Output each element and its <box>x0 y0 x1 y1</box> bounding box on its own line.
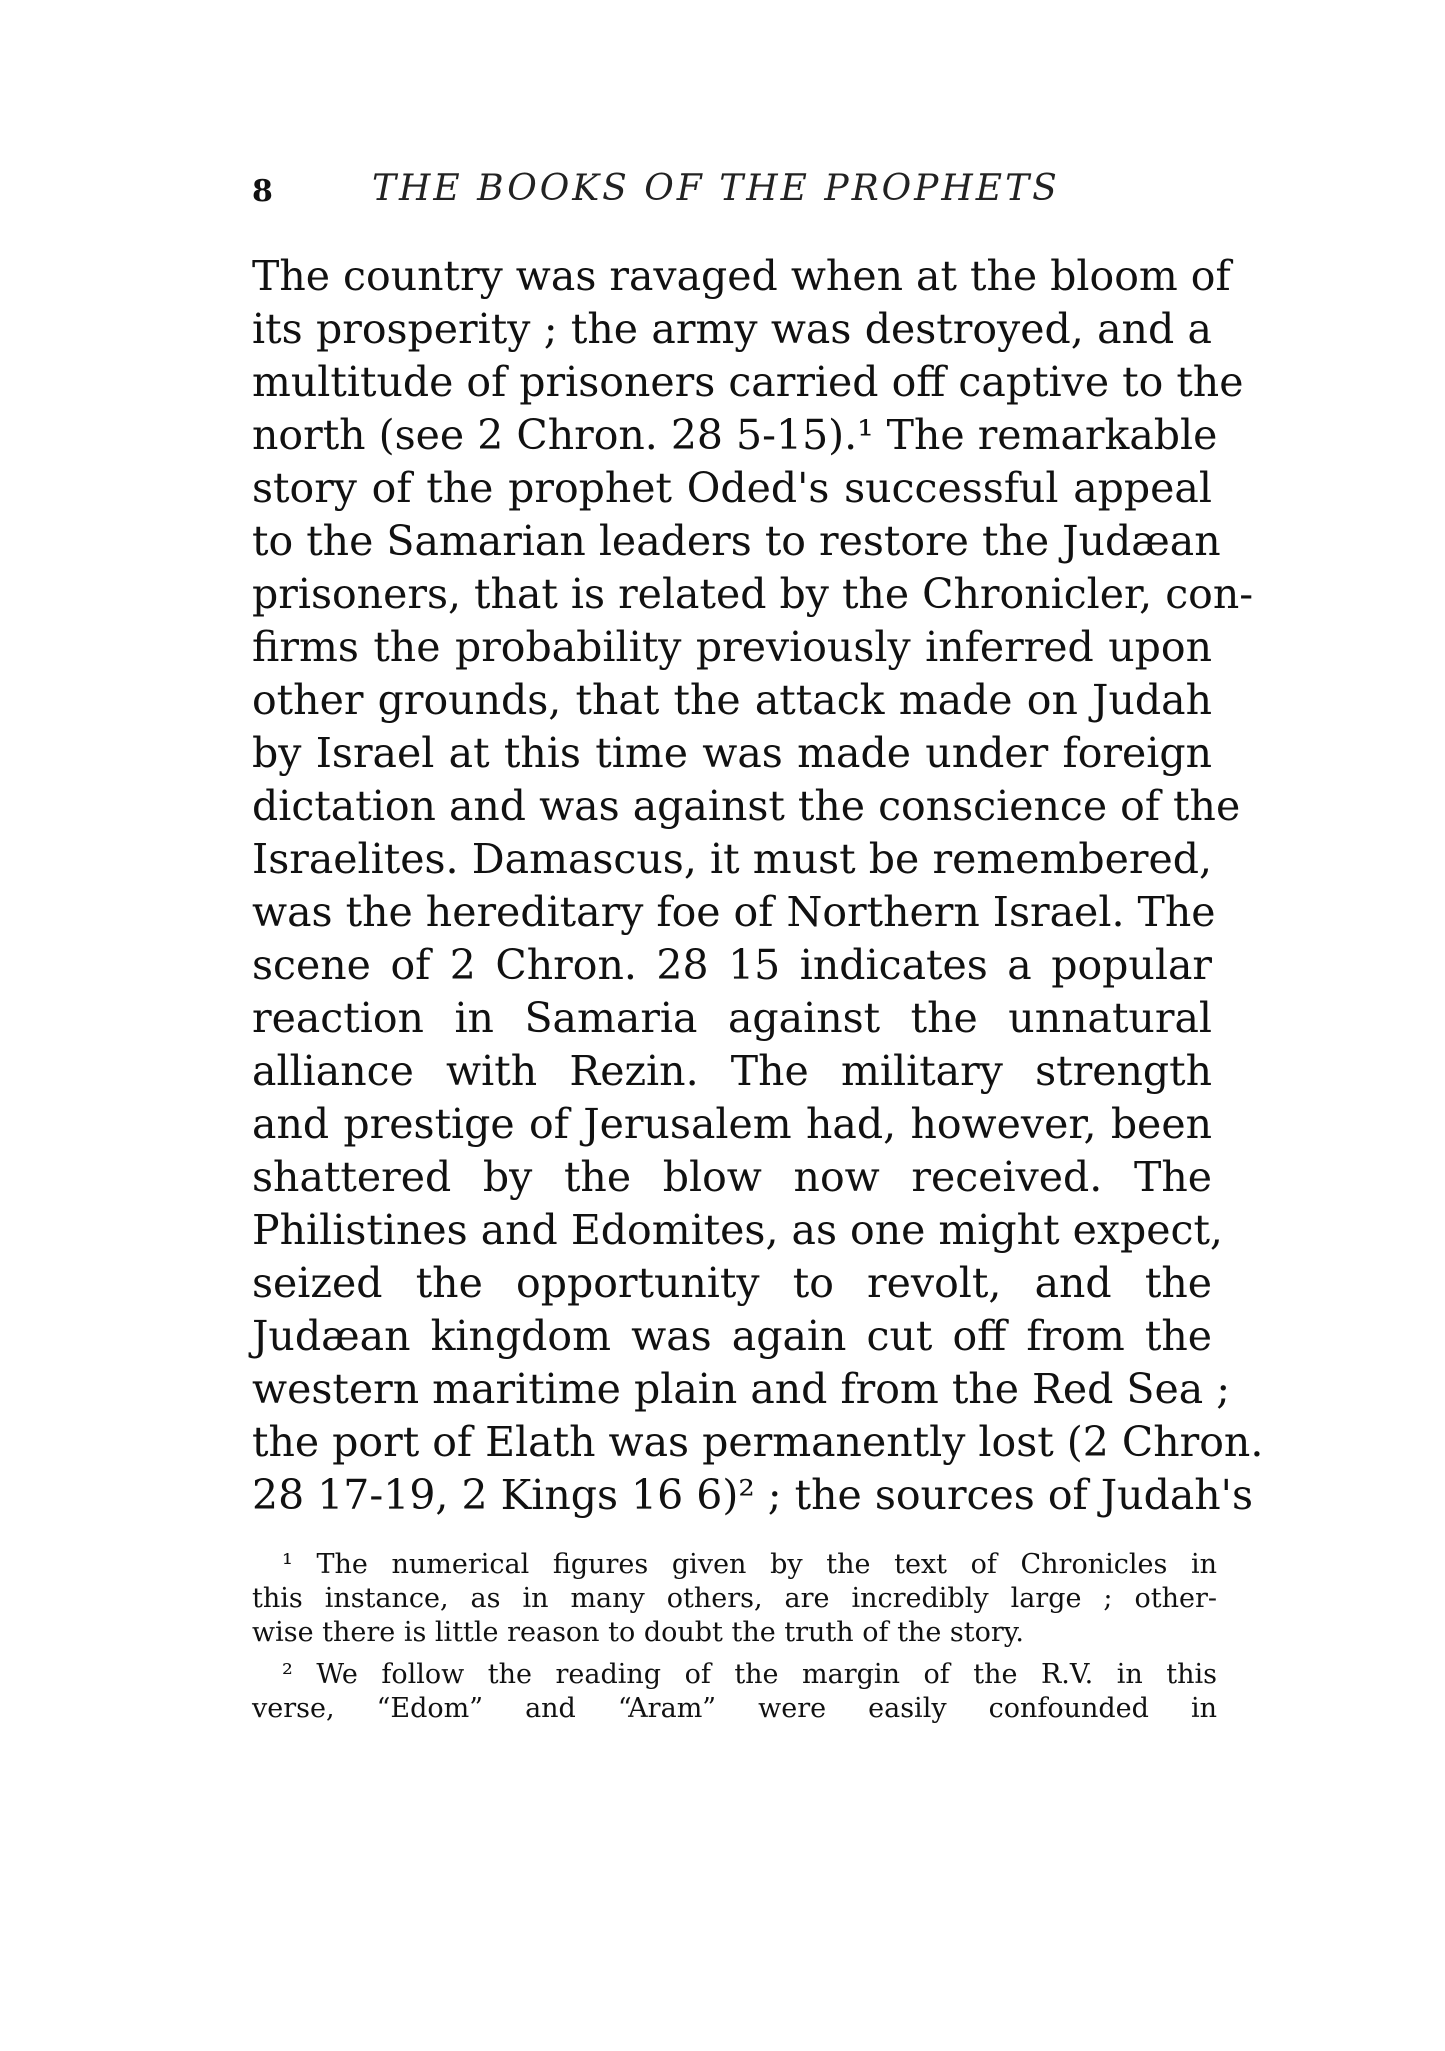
body-line: The country was ravaged when at the bloom of <box>252 252 1231 300</box>
body-line: alliance with Rezin. The military strength <box>252 1047 1212 1095</box>
body-line: prisoners, that is related by the Chronicler, con- <box>252 570 1254 618</box>
page-number: 8 <box>252 174 273 209</box>
body-line: the port of Elath was permanently lost (2 Chron. <box>252 1418 1264 1466</box>
footnote-1-line: wise there is little reason to doubt the truth of the story. <box>252 1617 1025 1648</box>
body-line: its prosperity ; the army was destroyed, and a <box>252 305 1212 353</box>
body-paragraph <box>252 250 1264 1522</box>
body-line: Israelites. Damascus, it must be remembered, <box>252 835 1212 883</box>
footnote-2-line: ² We follow the reading of the margin of the R.V. in this <box>282 1659 1217 1690</box>
footnote-1-line: ¹ The numerical figures given by the text of Chronicles in <box>282 1549 1217 1580</box>
body-line: Judæan kingdom was again cut off from the <box>252 1312 1212 1360</box>
footnote-2-line: verse, “Edom” and “Aram” were easily confounded in <box>252 1693 1217 1724</box>
body-line: to the Samarian leaders to restore the Judæan <box>252 517 1221 565</box>
body-line: seized the opportunity to revolt, and the <box>252 1259 1212 1307</box>
body-line: dictation and was against the conscience of the <box>252 782 1241 830</box>
body-line: reaction in Samaria against the unnatural <box>252 994 1212 1042</box>
running-title: THE BOOKS OF THE PROPHETS <box>372 168 1060 209</box>
body-line: other grounds, that the attack made on Judah <box>252 676 1212 724</box>
body-line: and prestige of Jerusalem had, however, been <box>252 1100 1212 1148</box>
body-line: was the hereditary foe of Northern Israel. The <box>252 888 1216 936</box>
body-line: firms the probability previously inferred upon <box>252 623 1212 671</box>
running-head <box>252 168 1212 218</box>
body-line: Philistines and Edomites, as one might expect, <box>252 1206 1223 1254</box>
body-line: 28 17-19, 2 Kings 16 6)² ; the sources of Judah's <box>252 1471 1253 1519</box>
body-line: by Israel at this time was made under foreign <box>252 729 1212 777</box>
body-line: story of the prophet Oded's successful appeal <box>252 464 1212 512</box>
body-line: shattered by the blow now received. The <box>252 1153 1212 1201</box>
body-line: scene of 2 Chron. 28 15 indicates a popular <box>252 941 1212 989</box>
body-line: north (see 2 Chron. 28 5-15).¹ The remarkable <box>252 411 1218 459</box>
footnotes <box>252 1548 1217 1726</box>
footnote-spacer <box>252 1650 1217 1658</box>
footnote-1-line: this instance, as in many others, are incredibly large ; other- <box>252 1583 1217 1614</box>
body-line: multitude of prisoners carried off captive to the <box>252 358 1244 406</box>
body-line: western maritime plain and from the Red Sea ; <box>252 1365 1231 1413</box>
